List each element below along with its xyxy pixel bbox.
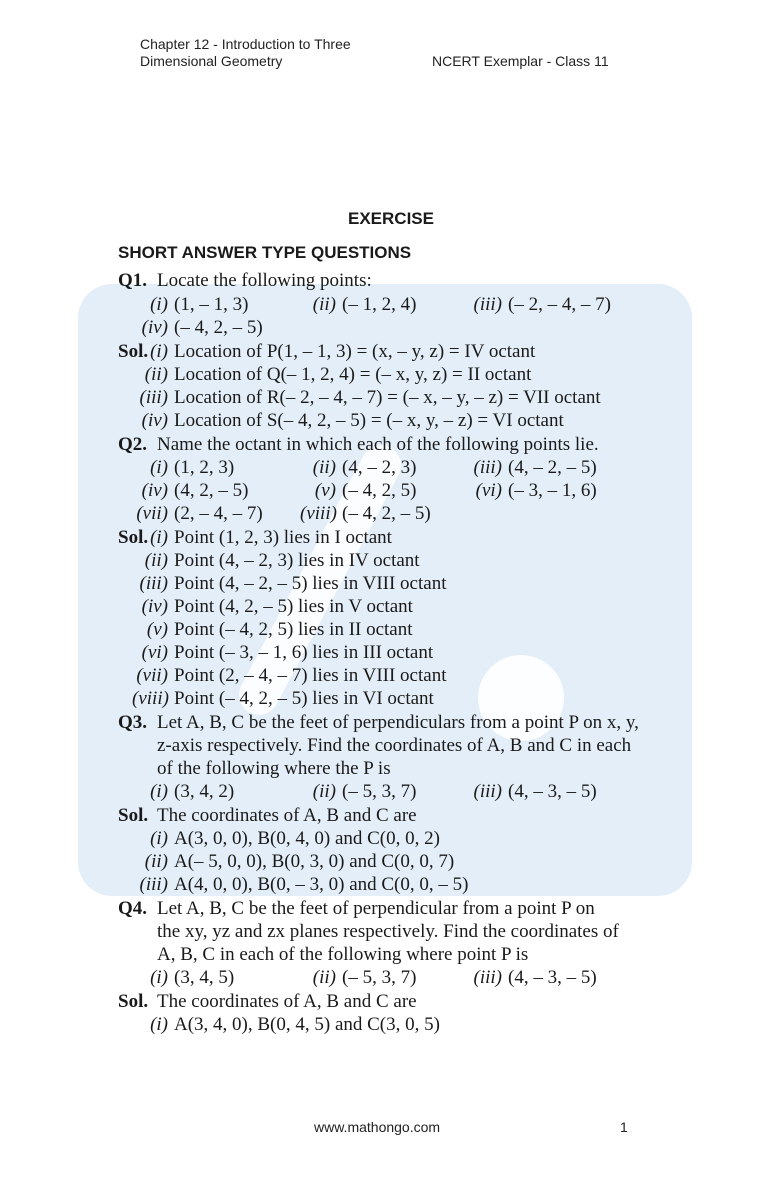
solution-item: (i) Location of P(1, – 1, 3) = (x, – y, z) = IV octant [150,341,536,362]
option-item: (iv) (– 4, 2, – 5) [141,317,263,338]
option-item: (vii) (2, – 4, – 7) [136,503,263,524]
solution-item: (i) Point (1, 2, 3) lies in I octant [150,527,392,548]
solution-item: (iv) Location of S(– 4, 2, – 5) = (– x, y, – z) = VI octant [141,410,564,431]
solution-text: The coordinates of A, B and C are [157,805,417,826]
option-item: (i) (3, 4, 5) [150,967,235,988]
solution-item: (iii) Location of R(– 2, – 4, – 7) = (– x, – y, – z) = VII octant [139,387,601,408]
question-text: Locate the following points: [157,270,372,291]
option-item: (v) (– 4, 2, 5) [314,480,417,501]
option-item: (viii) (– 4, 2, – 5) [300,503,431,524]
question-label: Q1. [118,270,148,291]
exercise-heading: EXERCISE [348,209,434,228]
option-item: (ii) (– 5, 3, 7) [312,781,417,802]
option-item: (i) (1, – 1, 3) [150,294,249,315]
solution-item: (ii) Point (4, – 2, 3) lies in IV octant [144,550,420,571]
option-item: (vi) (– 3, – 1, 6) [475,480,597,501]
solution-item: (v) Point (– 4, 2, 5) lies in II octant [146,619,413,640]
footer-url: www.mathongo.com [314,1119,441,1135]
solution-label: Sol. [118,527,149,548]
question-text: Let A, B, C be the feet of perpendiculars from a point P on x, y, [157,712,639,733]
question-text: Let A, B, C be the feet of perpendicular from a point P on [157,898,595,919]
solution-label: Sol. [118,805,149,826]
option-item: (ii) (– 1, 2, 4) [312,294,417,315]
solution-item: (i) A(3, 4, 0), B(0, 4, 5) and C(3, 0, 5) [150,1014,440,1035]
solution-text: The coordinates of A, B and C are [157,991,417,1012]
question-text: z-axis respectively. Find the coordinates of A, B and C in each [157,735,632,756]
solution-item: (ii) Location of Q(– 1, 2, 4) = (– x, y, z) = II octant [144,364,532,385]
solution-item: (ii) A(– 5, 0, 0), B(0, 3, 0) and C(0, 0, 7) [144,851,455,872]
solution-label: Sol. [118,991,149,1012]
question-text: the xy, yz and zx planes respectively. Find the coordinates of [157,921,619,942]
solution-item: (viii) Point (– 4, 2, – 5) lies in VI octant [132,688,434,709]
book-title: NCERT Exemplar - Class 11 [432,53,609,69]
chapter-title-line1: Chapter 12 - Introduction to Three [140,36,351,52]
option-item: (i) (1, 2, 3) [150,457,235,478]
option-item: (ii) (4, – 2, 3) [312,457,417,478]
option-item: (i) (3, 4, 2) [150,781,235,802]
solution-item: (iv) Point (4, 2, – 5) lies in V octant [141,596,413,617]
question-text: Name the octant in which each of the following points lie. [157,434,599,455]
question-label: Q4. [118,898,148,919]
solution-label: Sol. [118,341,149,362]
solution-item: (vii) Point (2, – 4, – 7) lies in VIII octant [136,665,447,686]
solution-item: (vi) Point (– 3, – 1, 6) lies in III octant [141,642,434,663]
question-text: of the following where the P is [157,758,391,779]
chapter-title-line2: Dimensional Geometry [140,53,283,69]
solution-item: (i) A(3, 0, 0), B(0, 4, 0) and C(0, 0, 2) [150,828,440,849]
option-item: (iv) (4, 2, – 5) [141,480,249,501]
option-item: (iii) (– 2, – 4, – 7) [473,294,611,315]
question-label: Q2. [118,434,148,455]
solution-item: (iii) Point (4, – 2, – 5) lies in VIII octant [139,573,447,594]
option-item: (iii) (4, – 3, – 5) [473,781,597,802]
section-heading: SHORT ANSWER TYPE QUESTIONS [118,243,412,262]
option-item: (iii) (4, – 2, – 5) [473,457,597,478]
solution-item: (iii) A(4, 0, 0), B(0, – 3, 0) and C(0, 0, – 5) [139,874,469,895]
option-item: (ii) (– 5, 3, 7) [312,967,417,988]
question-text: A, B, C in each of the following where point P is [157,944,529,965]
page-number: 1 [620,1119,628,1135]
option-item: (iii) (4, – 3, – 5) [473,967,597,988]
question-label: Q3. [118,712,148,733]
